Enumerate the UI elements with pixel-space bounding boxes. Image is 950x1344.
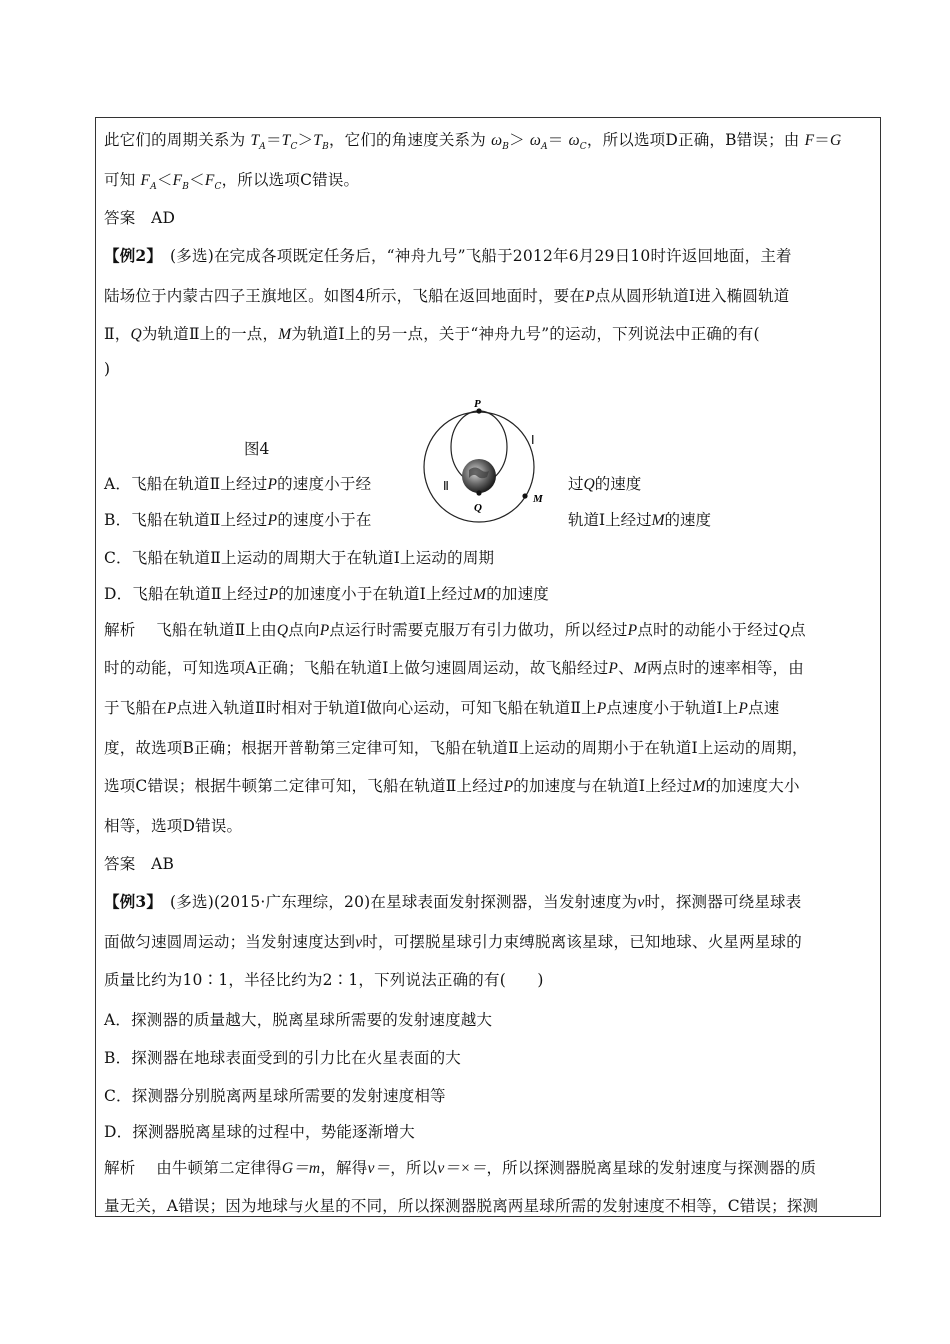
text-line: Ⅱ，Q为轨道Ⅱ上的一点，M为轨道Ⅰ上的另一点，关于“神舟九号”的运动，下列说法中正确的有( [104,325,760,343]
figure-label: 图4 [244,440,270,458]
solution-line: 度，故选项B正确；根据开普勒第三定律可知，飞船在轨道Ⅱ上运动的周期小于在轨道Ⅰ上运动的周期， [104,739,808,757]
solution-line: 量无关，A错误；因为地球与火星的不同，所以探测器脱离两星球所需的发射速度不相等，C错误；探测 [104,1197,819,1215]
text-line: 陆场位于内蒙古四子王旗地区。如图4所示，飞船在返回地面时，要在P点从圆形轨道Ⅰ进入椭圆轨道 [104,287,790,305]
text-line: 面做匀速圆周运动；当发射速度达到v时，可摆脱星球引力束缚脱离该星球，已知地球、火星两星球的 [104,933,802,951]
option-a: A．飞船在轨道Ⅱ上经过P的速度小于经 [104,475,372,493]
solution-line: 相等，选项D错误。 [104,817,243,835]
text-line: ) [104,360,111,378]
point-Q [476,490,481,495]
example-title: 【例3】 [104,892,155,911]
text-line: 质量比约为10∶1，半径比约为2∶1，下列说法正确的有( ) [104,971,544,989]
solution-line: 选项C错误；根据牛顿第二定律可知，飞船在轨道Ⅱ上经过P的加速度与在轨道Ⅰ上经过M的加速度大小 [104,777,800,795]
example-2-question: 【例2】 (多选)在完成各项既定任务后，“神舟九号”飞船于2012年6月29日10时许返回地面，主着 [104,246,792,265]
option-d: D．飞船在轨道Ⅱ上经过P的加速度小于在轨道Ⅰ上经过M的加速度 [104,585,550,603]
text-line: 可知 $F_A<F_B<F_C$，所以选项C错误。 [104,171,360,193]
option-b-continued: 轨道Ⅰ上经过M的速度 [568,511,712,529]
example-3-question: 【例3】 (多选)(2015·广东理综，20)在星球表面发射探测器，当发射速度为v时，探测器可绕星球表 [104,892,802,911]
option-a-continued: 过Q的速度 [568,475,642,493]
solution-line: 于飞船在P点进入轨道Ⅱ时相对于轨道Ⅰ做向心运动，可知飞船在轨道Ⅱ上P点速度小于轨道Ⅰ上P点速 [104,699,780,717]
label-P: P [474,398,481,410]
orbit-figure [413,398,563,530]
option-c: C．探测器分别脱离两星球所需要的发射速度相等 [104,1087,446,1105]
option-c: C．飞船在轨道Ⅱ上运动的周期大于在轨道Ⅰ上运动的周期 [104,549,495,567]
answer-line: 答案 AB [104,855,175,873]
option-a: A．探测器的质量越大，脱离星球所需要的发射速度越大 [104,1011,493,1029]
answer-line: 答案 AD [104,209,176,227]
option-d: D．探测器脱离星球的过程中，势能逐渐增大 [104,1123,415,1141]
label-Q: Q [474,502,482,514]
label-orbit-II: Ⅱ [443,479,449,493]
label-orbit-I: Ⅰ [531,433,535,447]
label-M: M [533,493,543,505]
solution-line: 解析 由牛顿第二定律得G＝m，解得v＝，所以v＝×＝，所以探测器脱离星球的发射速度与探测器的质 [104,1159,817,1177]
solution-line: 时的动能，可知选项A正确；飞船在轨道Ⅰ上做匀速圆周运动，故飞船经过P、M两点时的速率相等，由 [104,659,804,677]
text-line: 此它们的周期关系为 $T_A=T_C>T_B$，它们的角速度关系为 $\omega_B> \omega_A= \omega_C$，所以选项D正确，B错误；由 F＝G [104,131,842,153]
solution-line: 解析 飞船在轨道Ⅱ上由Q点向P点运行时需要克服万有引力做功，所以经过P点时的动能小于经过Q点 [104,621,806,639]
option-b: B．飞船在轨道Ⅱ上经过P的速度小于在 [104,511,372,529]
example-title: 【例2】 [104,246,155,265]
option-b: B．探测器在地球表面受到的引力比在火星表面的大 [104,1049,461,1067]
point-M [522,493,527,498]
